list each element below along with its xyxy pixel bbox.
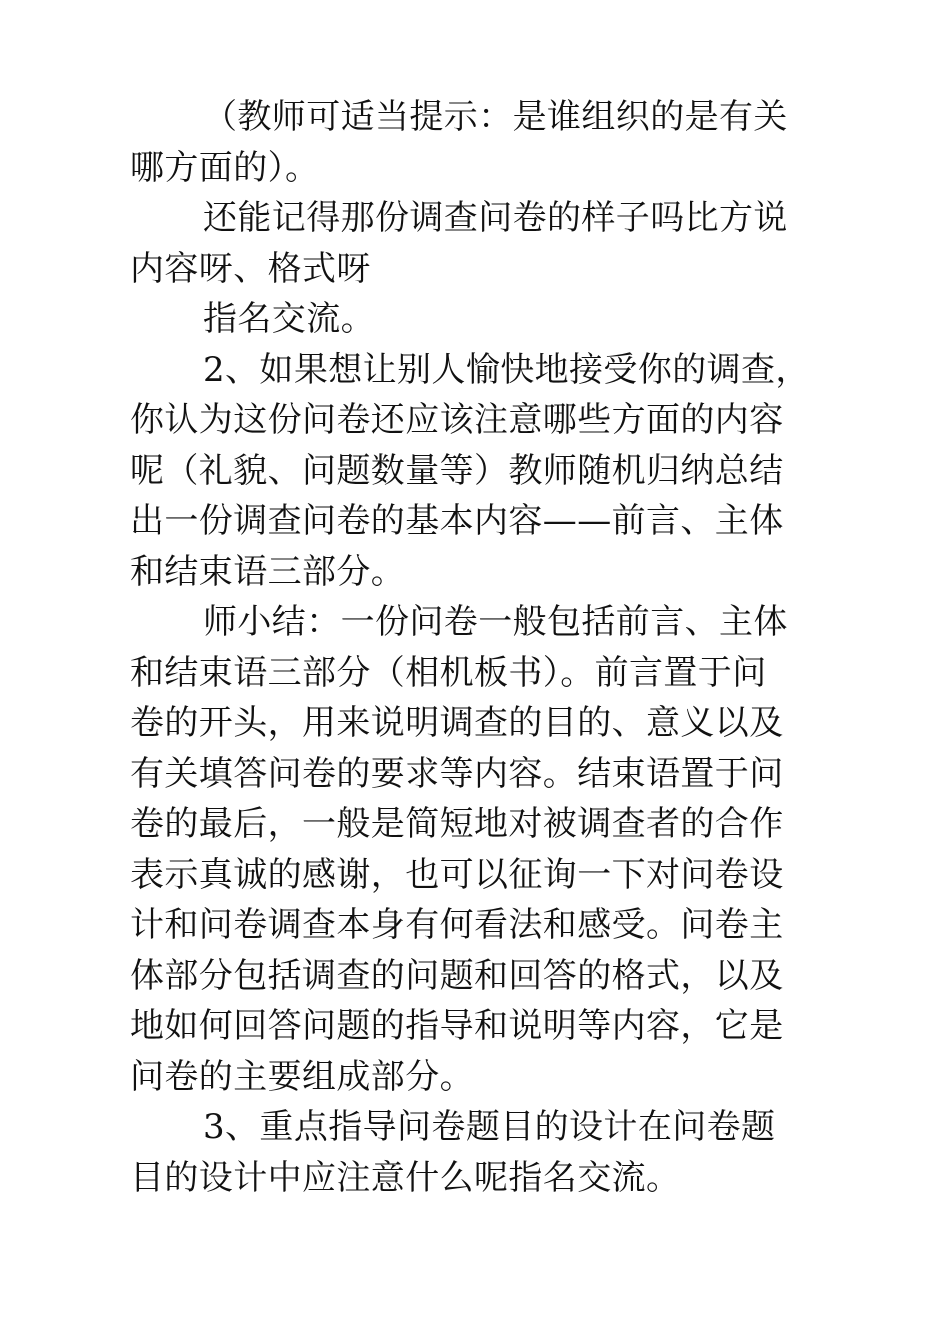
- text-line: 师小结：一份问卷一般包括前言、主体: [203, 602, 788, 642]
- text-line: （教师可适当提示：是谁组织的是有关: [203, 97, 788, 137]
- text-line: 和结束语三部分。: [130, 551, 406, 592]
- document-body: [130, 92, 830, 1203]
- text-line: 指名交流。: [203, 299, 375, 339]
- text-line: 内容呀、格式呀: [130, 248, 371, 289]
- text-line: 和结束语三部分（相机板书）。前言置于问: [130, 652, 767, 693]
- text-line: 还能记得那份调查问卷的样子吗比方说: [203, 198, 788, 238]
- text-line: 出一份调查问卷的基本内容——前言、主体: [130, 501, 784, 541]
- text-line: 卷的开头，用来说明调查的目的、意义以及: [130, 703, 784, 743]
- text-line: 呢（礼貌、问题数量等）教师随机归纳总结: [130, 450, 784, 491]
- text-line: 你认为这份问卷还应该注意哪些方面的内容: [130, 400, 784, 440]
- paragraph-teacher-summary: [130, 597, 830, 1102]
- text-line: 2、如果想让别人愉快地接受你的调查，: [203, 349, 810, 390]
- text-line: 目的设计中应注意什么呢指名交流。: [130, 1157, 681, 1198]
- text-line: 体部分包括调查的问题和回答的格式，以及: [130, 955, 784, 996]
- text-line: 3、重点指导问卷题目的设计在问卷题: [203, 1107, 776, 1147]
- text-line: 有关填答问卷的要求等内容。结束语置于问: [130, 753, 784, 794]
- text-line: 计和问卷调查本身有何看法和感受。问卷主: [130, 905, 784, 945]
- text-line: 卷的最后，一般是简短地对被调查者的合作: [130, 804, 784, 844]
- paragraph-name-exchange: [130, 294, 830, 345]
- paragraph-point-2: [130, 345, 830, 598]
- text-line: 哪方面的）。: [130, 147, 320, 188]
- text-line: 地如何回答问题的指导和说明等内容，它是: [130, 1006, 784, 1046]
- paragraph-questionnaire-memory: [130, 193, 830, 294]
- text-line: 问卷的主要组成部分。: [130, 1056, 474, 1097]
- paragraph-teacher-hint: [130, 92, 830, 193]
- paragraph-point-3: [130, 1102, 830, 1203]
- text-line: 表示真诚的感谢，也可以征询一下对问卷设: [130, 854, 784, 895]
